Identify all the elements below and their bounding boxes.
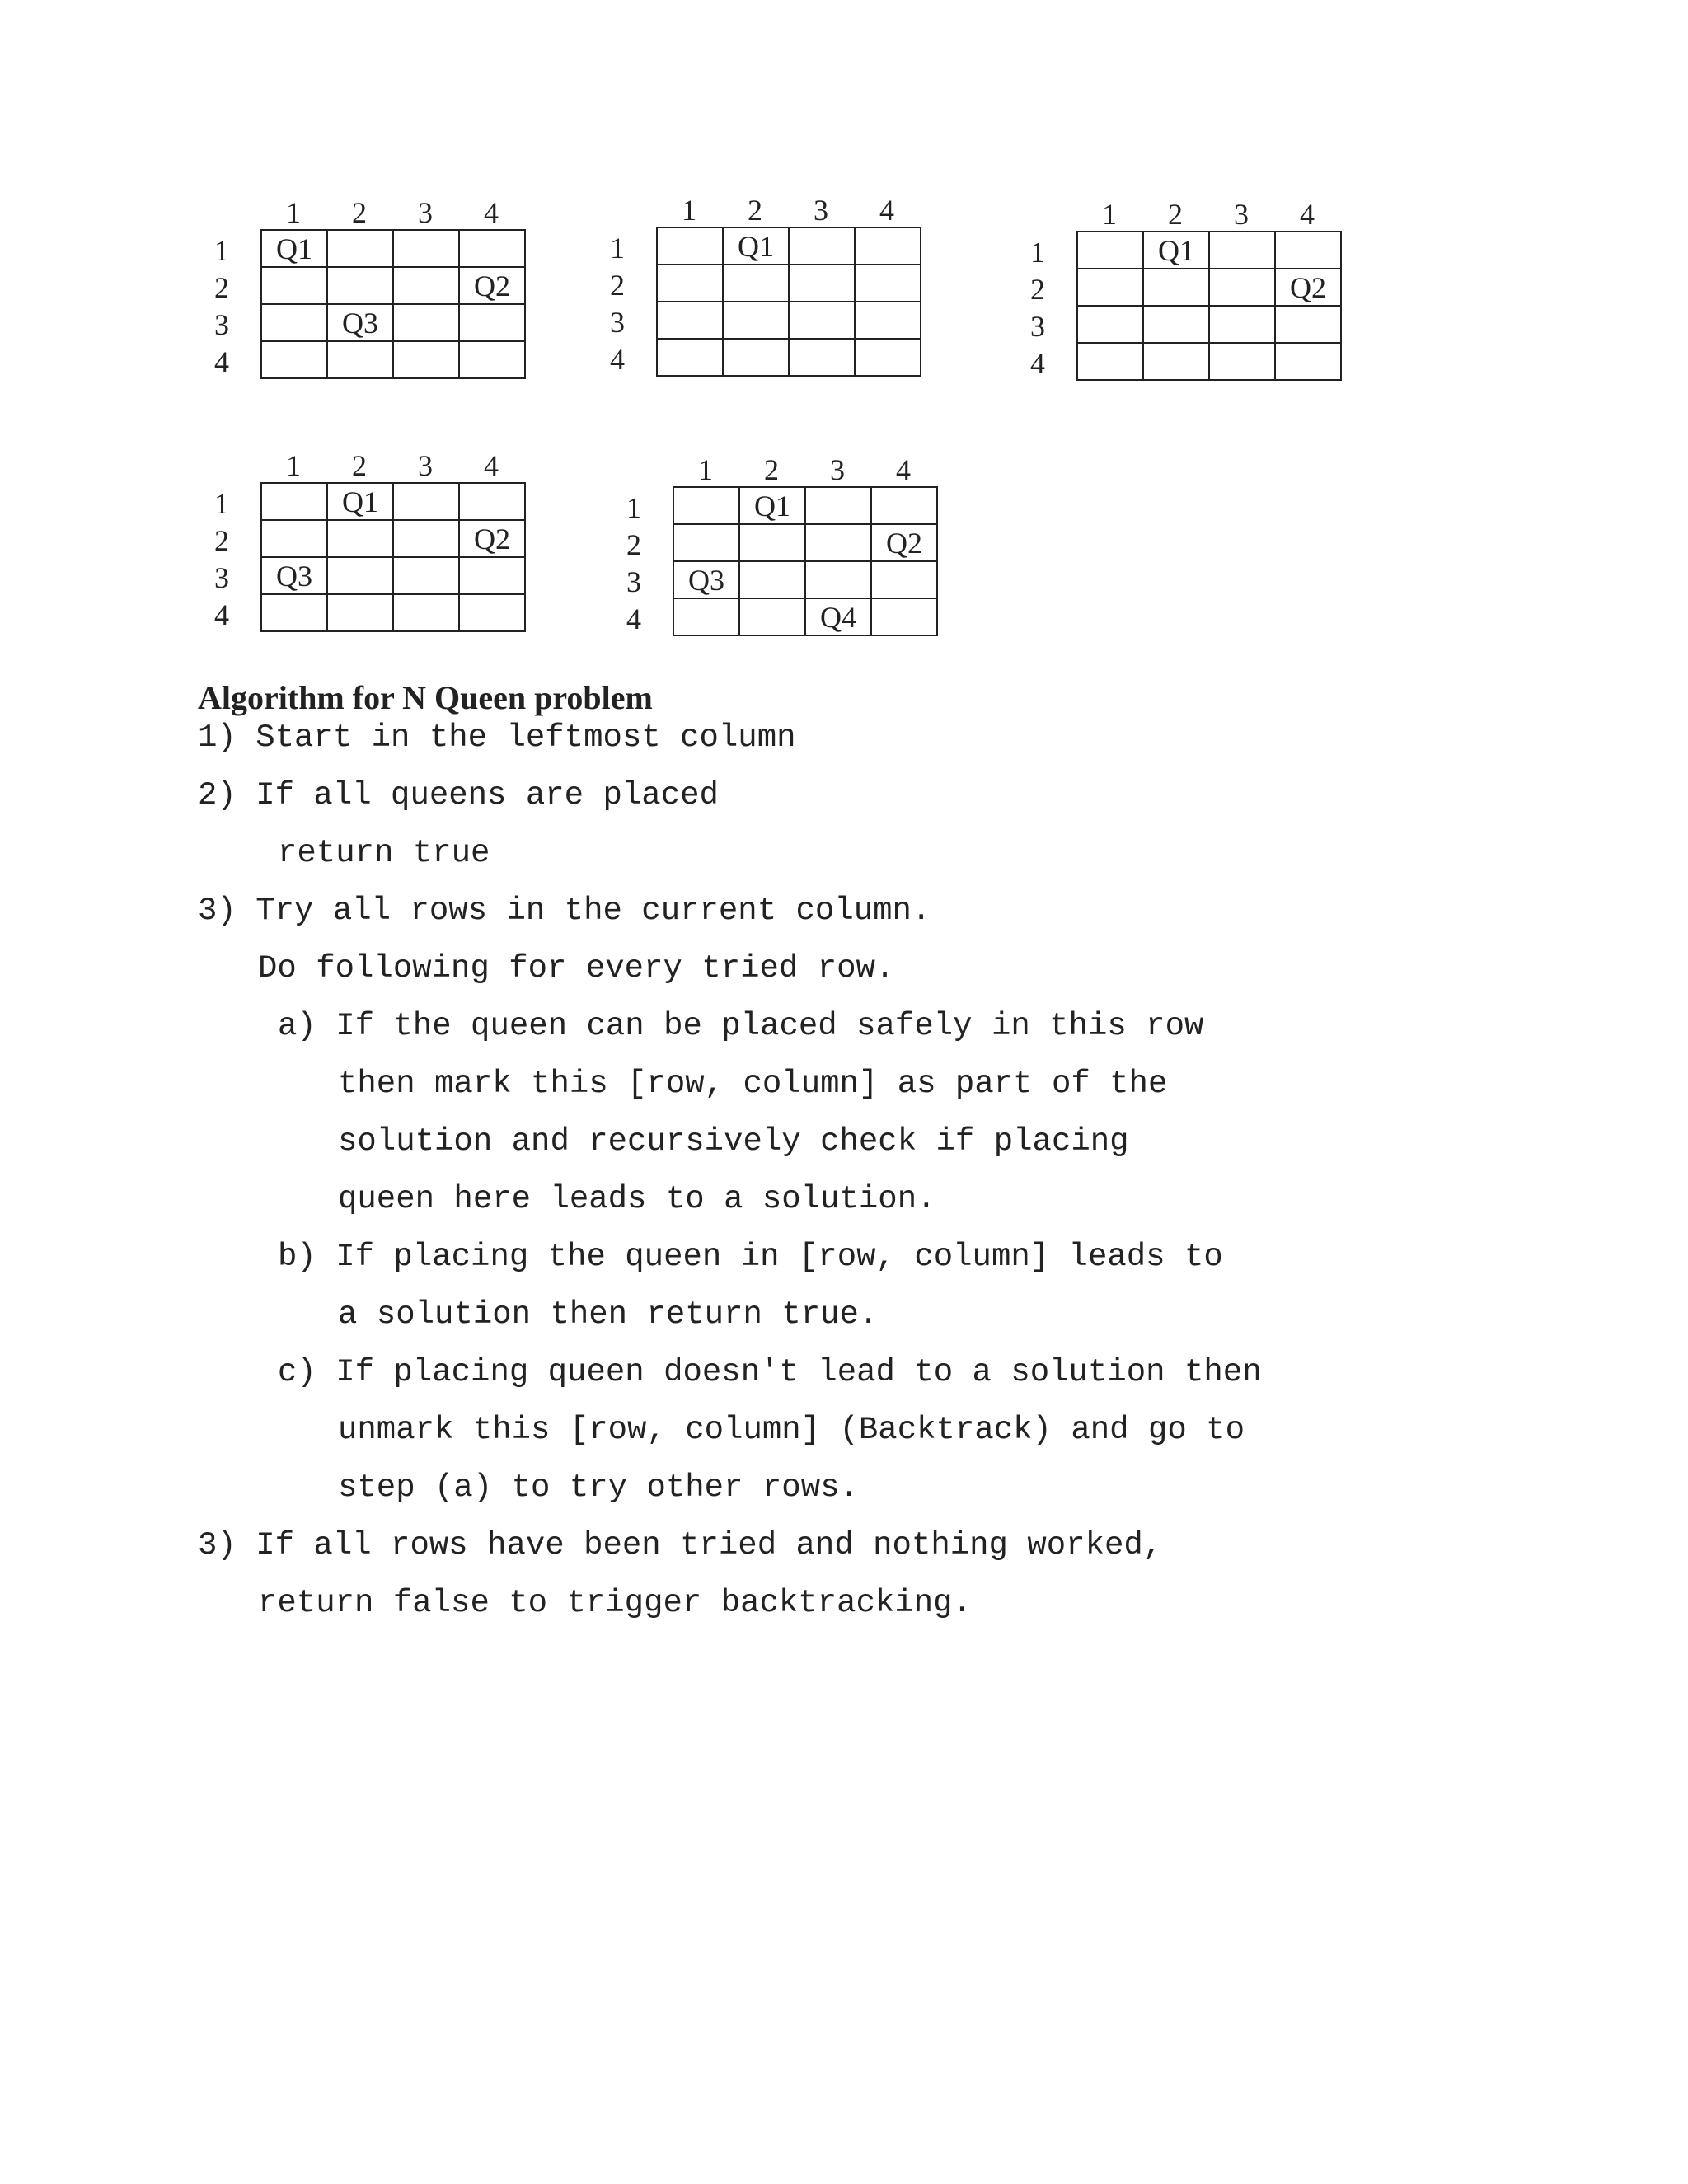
board-cell xyxy=(1275,306,1341,343)
board-row xyxy=(1077,343,1341,380)
board-cell xyxy=(1077,269,1143,306)
board-cell xyxy=(673,524,739,561)
col-label: 2 xyxy=(352,196,367,229)
col-label: 1 xyxy=(286,449,301,482)
board-cell xyxy=(855,302,921,339)
col-label: 3 xyxy=(418,449,433,482)
board-grid xyxy=(260,482,526,632)
board-2 xyxy=(592,194,938,400)
col-label: 3 xyxy=(1234,198,1249,231)
board-cell xyxy=(855,339,921,376)
board-row xyxy=(261,267,525,304)
board-cell xyxy=(327,557,393,594)
board-cell xyxy=(1077,306,1143,343)
board-row xyxy=(261,594,525,631)
algorithm-line: return true xyxy=(278,835,490,871)
board-cell xyxy=(393,483,459,520)
board-cell xyxy=(673,487,739,524)
board-cell xyxy=(393,557,459,594)
board-row xyxy=(261,520,525,557)
row-label: 4 xyxy=(1030,347,1045,380)
board-cell: Q2 xyxy=(459,267,525,304)
row-label: 4 xyxy=(214,598,229,631)
row-label: 4 xyxy=(626,602,641,635)
board-cell xyxy=(459,304,525,341)
board-cell xyxy=(393,341,459,378)
board-cell xyxy=(459,594,525,631)
board-3 xyxy=(1012,198,1358,404)
board-row xyxy=(1077,232,1341,269)
algorithm-line: b) If placing the queen in [row, column] leads to xyxy=(278,1239,1223,1275)
algorithm-line: 3) Try all rows in the current column. xyxy=(198,893,931,929)
board-cell xyxy=(739,598,805,635)
board-cell xyxy=(1209,343,1275,380)
board-cell xyxy=(327,520,393,557)
board-cell xyxy=(1209,269,1275,306)
board-cell xyxy=(871,561,937,598)
board-cell xyxy=(459,230,525,267)
board-cell xyxy=(739,561,805,598)
board-row xyxy=(673,598,937,635)
board-cell xyxy=(723,265,789,302)
algorithm-line: return false to trigger backtracking. xyxy=(258,1585,972,1621)
algorithm-line: 2) If all queens are placed xyxy=(198,777,719,813)
board-cell xyxy=(393,520,459,557)
board-cell xyxy=(1143,343,1209,380)
col-label: 2 xyxy=(764,453,779,486)
board-row xyxy=(1077,269,1341,306)
board-cell xyxy=(261,483,327,520)
board-cell xyxy=(871,487,937,524)
board-row xyxy=(261,230,525,267)
algorithm-line: queen here leads to a solution. xyxy=(338,1181,936,1217)
board-4 xyxy=(196,449,542,655)
board-row xyxy=(673,561,937,598)
row-label: 4 xyxy=(214,345,229,378)
board-cell xyxy=(327,230,393,267)
board-cell xyxy=(657,302,723,339)
row-label: 2 xyxy=(610,269,625,302)
board-cell: Q1 xyxy=(723,227,789,265)
board-cell: Q2 xyxy=(1275,269,1341,306)
row-label: 2 xyxy=(214,271,229,304)
board-cell xyxy=(1275,343,1341,380)
col-label: 1 xyxy=(698,453,713,486)
row-label: 3 xyxy=(626,565,641,598)
board-row xyxy=(657,227,921,265)
algorithm-line: solution and recursively check if placing xyxy=(338,1123,1129,1160)
row-label: 2 xyxy=(1030,273,1045,306)
row-label: 3 xyxy=(214,561,229,594)
board-cell xyxy=(327,594,393,631)
algorithm-line: unmark this [row, column] (Backtrack) and go to xyxy=(338,1412,1245,1448)
board-cell: Q1 xyxy=(261,230,327,267)
board-cell: Q4 xyxy=(805,598,871,635)
board-cell: Q3 xyxy=(327,304,393,341)
board-cell xyxy=(1275,232,1341,269)
col-label: 2 xyxy=(748,194,762,227)
board-cell xyxy=(327,341,393,378)
col-label: 1 xyxy=(1102,198,1117,231)
row-label: 4 xyxy=(610,343,625,376)
board-row xyxy=(261,304,525,341)
board-cell xyxy=(261,267,327,304)
col-label: 4 xyxy=(896,453,911,486)
board-cell xyxy=(261,520,327,557)
board-row xyxy=(657,265,921,302)
board-cell xyxy=(459,341,525,378)
col-label: 3 xyxy=(418,196,433,229)
algorithm-line: step (a) to try other rows. xyxy=(338,1469,859,1506)
board-cell xyxy=(723,302,789,339)
board-cell xyxy=(1143,306,1209,343)
board-cell xyxy=(789,302,855,339)
board-row xyxy=(657,302,921,339)
board-cell xyxy=(393,594,459,631)
col-label: 2 xyxy=(1168,198,1183,231)
board-grid xyxy=(656,227,921,377)
board-cell: Q2 xyxy=(459,520,525,557)
board-cell xyxy=(459,483,525,520)
board-cell xyxy=(657,227,723,265)
board-row xyxy=(673,524,937,561)
board-cell: Q3 xyxy=(673,561,739,598)
board-grid xyxy=(1076,231,1342,381)
board-cell xyxy=(789,339,855,376)
board-row xyxy=(261,483,525,520)
board-cell xyxy=(805,561,871,598)
col-label: 3 xyxy=(830,453,845,486)
row-label: 2 xyxy=(214,524,229,557)
algorithm-line: 1) Start in the leftmost column xyxy=(198,719,796,756)
board-row xyxy=(673,487,937,524)
board-1 xyxy=(196,196,542,402)
col-label: 1 xyxy=(286,196,301,229)
row-label: 3 xyxy=(610,306,625,339)
row-label: 1 xyxy=(626,491,641,524)
board-cell xyxy=(393,230,459,267)
board-cell xyxy=(805,487,871,524)
algorithm-line: c) If placing queen doesn't lead to a solution then xyxy=(278,1354,1262,1390)
board-cell xyxy=(1077,232,1143,269)
board-cell xyxy=(855,265,921,302)
board-cell xyxy=(261,341,327,378)
board-cell: Q1 xyxy=(327,483,393,520)
board-grid xyxy=(260,229,526,379)
board-cell xyxy=(805,524,871,561)
row-label: 1 xyxy=(1030,236,1045,269)
board-row xyxy=(1077,306,1341,343)
board-cell xyxy=(261,304,327,341)
algorithm-line: Do following for every tried row. xyxy=(258,950,895,987)
board-5 xyxy=(608,453,954,659)
board-cell: Q2 xyxy=(871,524,937,561)
board-cell xyxy=(871,598,937,635)
board-cell xyxy=(1209,306,1275,343)
board-row xyxy=(657,339,921,376)
board-cell xyxy=(789,227,855,265)
board-cell xyxy=(723,339,789,376)
board-row xyxy=(261,341,525,378)
col-label: 4 xyxy=(484,196,499,229)
algorithm-line: a solution then return true. xyxy=(338,1296,879,1333)
board-cell xyxy=(1077,343,1143,380)
board-cell xyxy=(327,267,393,304)
row-label: 3 xyxy=(214,308,229,341)
board-row xyxy=(261,557,525,594)
col-label: 4 xyxy=(1300,198,1315,231)
board-cell xyxy=(1209,232,1275,269)
row-label: 1 xyxy=(610,232,625,265)
board-cell xyxy=(855,227,921,265)
board-cell xyxy=(393,267,459,304)
algorithm-line: then mark this [row, column] as part of the xyxy=(338,1066,1168,1102)
board-cell xyxy=(739,524,805,561)
board-cell xyxy=(789,265,855,302)
board-cell xyxy=(459,557,525,594)
col-label: 4 xyxy=(484,449,499,482)
col-label: 4 xyxy=(879,194,894,227)
algorithm-line: a) If the queen can be placed safely in this row xyxy=(278,1008,1204,1044)
board-cell xyxy=(673,598,739,635)
board-cell: Q3 xyxy=(261,557,327,594)
board-cell xyxy=(393,304,459,341)
col-label: 2 xyxy=(352,449,367,482)
algorithm-line: 3) If all rows have been tried and nothing worked, xyxy=(198,1527,1163,1563)
algorithm-title: Algorithm for N Queen problem xyxy=(198,679,653,716)
row-label: 3 xyxy=(1030,310,1045,343)
board-cell: Q1 xyxy=(739,487,805,524)
board-cell: Q1 xyxy=(1143,232,1209,269)
row-label: 1 xyxy=(214,234,229,267)
col-label: 3 xyxy=(814,194,828,227)
row-label: 2 xyxy=(626,528,641,561)
col-label: 1 xyxy=(682,194,696,227)
board-cell xyxy=(657,339,723,376)
board-grid xyxy=(673,486,938,636)
board-cell xyxy=(1143,269,1209,306)
board-cell xyxy=(261,594,327,631)
board-cell xyxy=(657,265,723,302)
row-label: 1 xyxy=(214,487,229,520)
